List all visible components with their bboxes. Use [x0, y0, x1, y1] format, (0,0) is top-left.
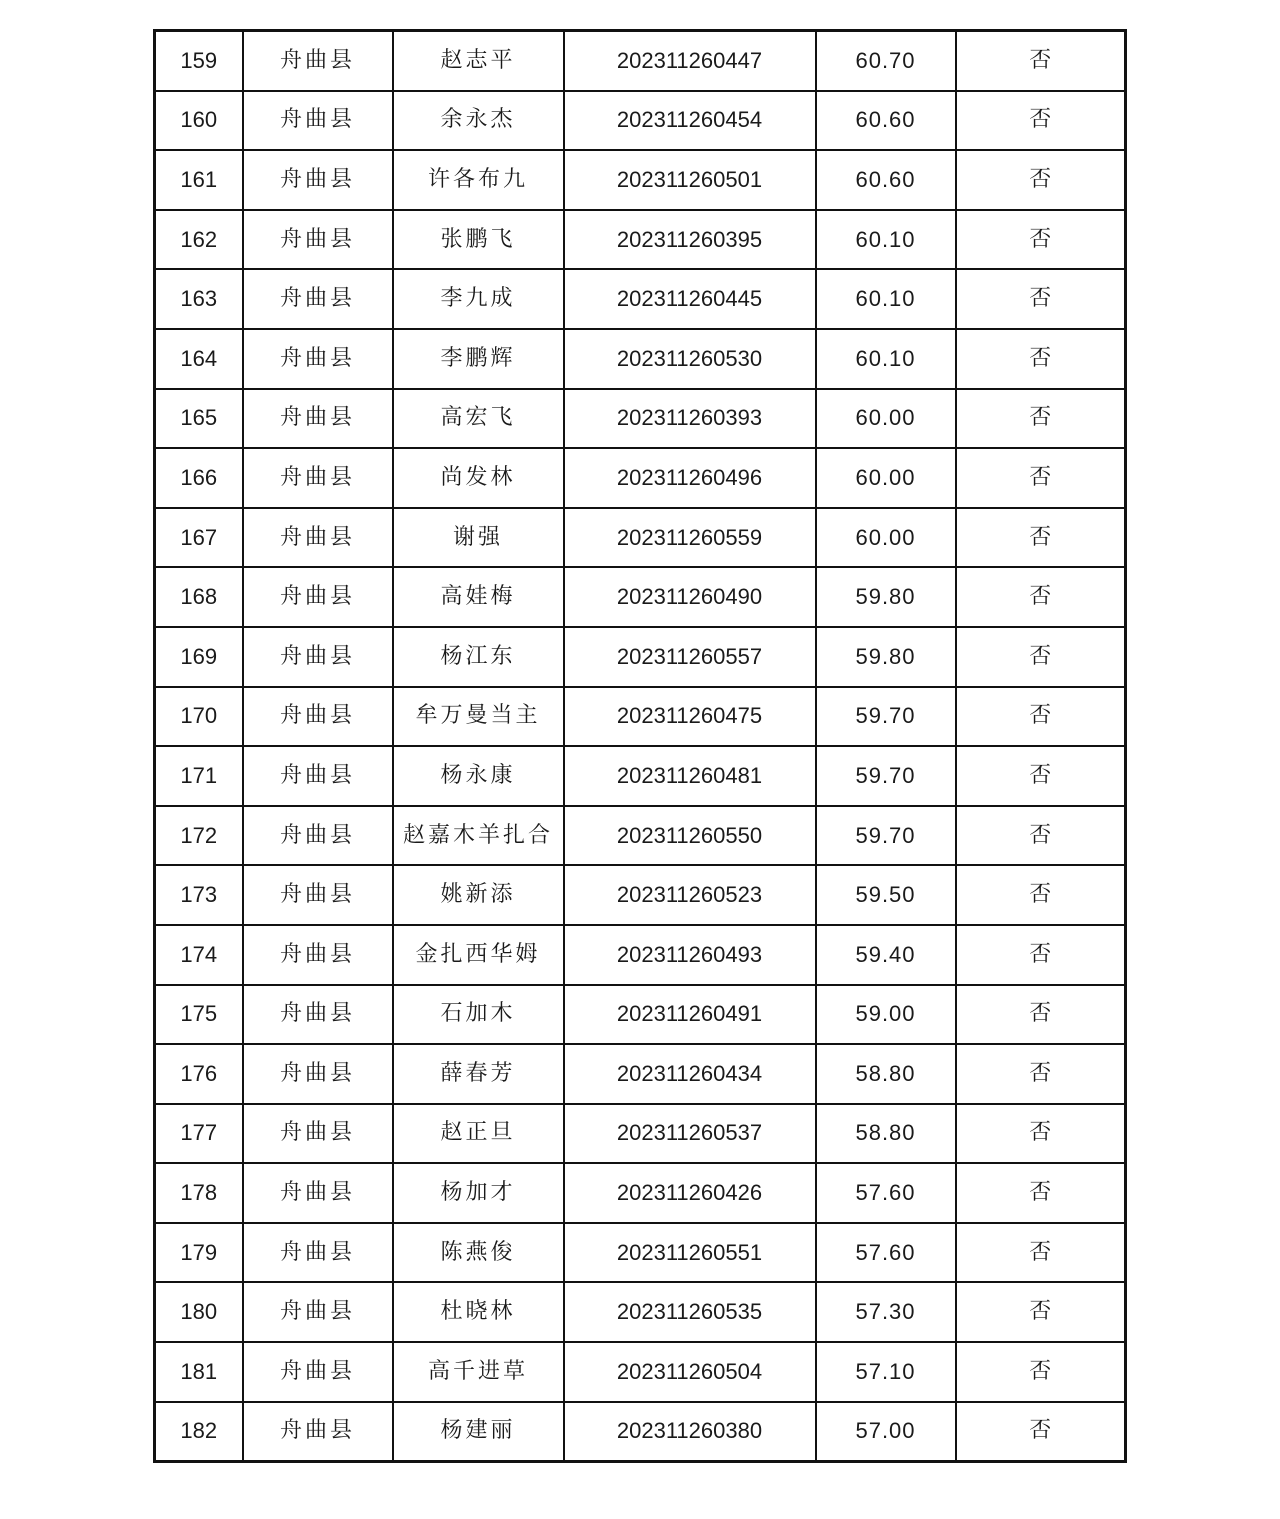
- table-row: [155, 627, 1126, 687]
- exam-id-cell: 202311260537: [564, 1104, 816, 1164]
- county-cell: 舟曲县: [243, 448, 393, 508]
- candidate-name-cell: 余永杰: [393, 91, 564, 151]
- county-cell: 舟曲县: [243, 865, 393, 925]
- candidate-name-cell: 石加木: [393, 985, 564, 1045]
- qualified-flag-cell: 否: [956, 1104, 1126, 1164]
- score-cell: 57.60: [816, 1163, 956, 1223]
- exam-id-cell: 202311260551: [564, 1223, 816, 1283]
- exam-id-cell: 202311260493: [564, 925, 816, 985]
- qualified-flag-cell: 否: [956, 1342, 1126, 1402]
- results-table-body: [155, 31, 1126, 1462]
- candidate-name-cell: 谢强: [393, 508, 564, 568]
- score-cell: 59.70: [816, 687, 956, 747]
- exam-id-cell: 202311260557: [564, 627, 816, 687]
- exam-id-cell: 202311260559: [564, 508, 816, 568]
- county-cell: 舟曲县: [243, 567, 393, 627]
- exam-id-cell: 202311260490: [564, 567, 816, 627]
- county-cell: 舟曲县: [243, 1044, 393, 1104]
- score-cell: 60.00: [816, 448, 956, 508]
- row-number-cell: 163: [155, 269, 243, 329]
- table-row: [155, 329, 1126, 389]
- row-number-cell: 176: [155, 1044, 243, 1104]
- score-cell: 57.10: [816, 1342, 956, 1402]
- score-cell: 60.10: [816, 269, 956, 329]
- exam-id-cell: 202311260454: [564, 91, 816, 151]
- row-number-cell: 164: [155, 329, 243, 389]
- county-cell: 舟曲县: [243, 329, 393, 389]
- county-cell: 舟曲县: [243, 389, 393, 449]
- candidate-name-cell: 赵嘉木羊扎合: [393, 806, 564, 866]
- table-row: [155, 865, 1126, 925]
- score-cell: 60.10: [816, 210, 956, 270]
- exam-id-cell: 202311260445: [564, 269, 816, 329]
- qualified-flag-cell: 否: [956, 985, 1126, 1045]
- qualified-flag-cell: 否: [956, 1044, 1126, 1104]
- score-cell: 58.80: [816, 1104, 956, 1164]
- county-cell: 舟曲县: [243, 269, 393, 329]
- candidate-name-cell: 姚新添: [393, 865, 564, 925]
- table-row: [155, 985, 1126, 1045]
- score-cell: 57.00: [816, 1402, 956, 1462]
- row-number-cell: 174: [155, 925, 243, 985]
- table-row: [155, 806, 1126, 866]
- table-row: [155, 687, 1126, 747]
- table-row: [155, 1223, 1126, 1283]
- exam-id-cell: 202311260447: [564, 31, 816, 91]
- row-number-cell: 172: [155, 806, 243, 866]
- table-row: [155, 1044, 1126, 1104]
- row-number-cell: 161: [155, 150, 243, 210]
- score-cell: 60.00: [816, 508, 956, 568]
- county-cell: 舟曲县: [243, 925, 393, 985]
- score-cell: 57.60: [816, 1223, 956, 1283]
- score-cell: 59.80: [816, 627, 956, 687]
- score-cell: 58.80: [816, 1044, 956, 1104]
- table-row: [155, 1402, 1126, 1462]
- county-cell: 舟曲县: [243, 746, 393, 806]
- score-cell: 60.10: [816, 329, 956, 389]
- table-row: [155, 1163, 1126, 1223]
- candidate-name-cell: 薛春芳: [393, 1044, 564, 1104]
- qualified-flag-cell: 否: [956, 389, 1126, 449]
- table-row: [155, 31, 1126, 91]
- county-cell: 舟曲县: [243, 31, 393, 91]
- table-row: [155, 746, 1126, 806]
- qualified-flag-cell: 否: [956, 91, 1126, 151]
- row-number-cell: 166: [155, 448, 243, 508]
- exam-id-cell: 202311260530: [564, 329, 816, 389]
- score-cell: 59.50: [816, 865, 956, 925]
- candidate-name-cell: 杜晓林: [393, 1282, 564, 1342]
- qualified-flag-cell: 否: [956, 865, 1126, 925]
- county-cell: 舟曲县: [243, 985, 393, 1045]
- row-number-cell: 181: [155, 1342, 243, 1402]
- qualified-flag-cell: 否: [956, 925, 1126, 985]
- row-number-cell: 173: [155, 865, 243, 925]
- exam-id-cell: 202311260535: [564, 1282, 816, 1342]
- score-cell: 59.00: [816, 985, 956, 1045]
- exam-id-cell: 202311260475: [564, 687, 816, 747]
- candidate-name-cell: 高千进草: [393, 1342, 564, 1402]
- table-row: [155, 150, 1126, 210]
- qualified-flag-cell: 否: [956, 567, 1126, 627]
- score-cell: 59.70: [816, 746, 956, 806]
- qualified-flag-cell: 否: [956, 508, 1126, 568]
- county-cell: 舟曲县: [243, 627, 393, 687]
- table-row: [155, 925, 1126, 985]
- candidate-name-cell: 赵志平: [393, 31, 564, 91]
- table-row: [155, 567, 1126, 627]
- row-number-cell: 167: [155, 508, 243, 568]
- score-cell: 59.40: [816, 925, 956, 985]
- row-number-cell: 179: [155, 1223, 243, 1283]
- row-number-cell: 160: [155, 91, 243, 151]
- county-cell: 舟曲县: [243, 1104, 393, 1164]
- candidate-name-cell: 杨加才: [393, 1163, 564, 1223]
- exam-id-cell: 202311260426: [564, 1163, 816, 1223]
- table-row: [155, 91, 1126, 151]
- county-cell: 舟曲县: [243, 806, 393, 866]
- qualified-flag-cell: 否: [956, 31, 1126, 91]
- exam-id-cell: 202311260504: [564, 1342, 816, 1402]
- candidate-name-cell: 杨江东: [393, 627, 564, 687]
- score-cell: 60.00: [816, 389, 956, 449]
- table-row: [155, 1104, 1126, 1164]
- row-number-cell: 165: [155, 389, 243, 449]
- row-number-cell: 168: [155, 567, 243, 627]
- candidate-name-cell: 李九成: [393, 269, 564, 329]
- qualified-flag-cell: 否: [956, 1402, 1126, 1462]
- exam-id-cell: 202311260395: [564, 210, 816, 270]
- exam-id-cell: 202311260393: [564, 389, 816, 449]
- candidate-name-cell: 牟万曼当主: [393, 687, 564, 747]
- score-cell: 60.70: [816, 31, 956, 91]
- exam-id-cell: 202311260550: [564, 806, 816, 866]
- candidate-name-cell: 尚发林: [393, 448, 564, 508]
- county-cell: 舟曲县: [243, 210, 393, 270]
- score-cell: 60.60: [816, 150, 956, 210]
- qualified-flag-cell: 否: [956, 1163, 1126, 1223]
- qualified-flag-cell: 否: [956, 448, 1126, 508]
- county-cell: 舟曲县: [243, 687, 393, 747]
- table-row: [155, 210, 1126, 270]
- row-number-cell: 180: [155, 1282, 243, 1342]
- exam-id-cell: 202311260491: [564, 985, 816, 1045]
- candidate-name-cell: 杨建丽: [393, 1402, 564, 1462]
- qualified-flag-cell: 否: [956, 329, 1126, 389]
- qualified-flag-cell: 否: [956, 687, 1126, 747]
- row-number-cell: 175: [155, 985, 243, 1045]
- row-number-cell: 159: [155, 31, 243, 91]
- qualified-flag-cell: 否: [956, 746, 1126, 806]
- table-row: [155, 389, 1126, 449]
- candidate-name-cell: 杨永康: [393, 746, 564, 806]
- exam-id-cell: 202311260380: [564, 1402, 816, 1462]
- county-cell: 舟曲县: [243, 150, 393, 210]
- exam-id-cell: 202311260496: [564, 448, 816, 508]
- score-cell: 57.30: [816, 1282, 956, 1342]
- row-number-cell: 182: [155, 1402, 243, 1462]
- table-row: [155, 508, 1126, 568]
- county-cell: 舟曲县: [243, 508, 393, 568]
- score-cell: 59.70: [816, 806, 956, 866]
- qualified-flag-cell: 否: [956, 210, 1126, 270]
- county-cell: 舟曲县: [243, 1163, 393, 1223]
- candidate-name-cell: 赵正旦: [393, 1104, 564, 1164]
- row-number-cell: 178: [155, 1163, 243, 1223]
- table-row: [155, 1342, 1126, 1402]
- score-cell: 60.60: [816, 91, 956, 151]
- qualified-flag-cell: 否: [956, 150, 1126, 210]
- exam-id-cell: 202311260501: [564, 150, 816, 210]
- candidate-name-cell: 金扎西华姆: [393, 925, 564, 985]
- candidate-name-cell: 陈燕俊: [393, 1223, 564, 1283]
- candidate-name-cell: 李鹏辉: [393, 329, 564, 389]
- table-row: [155, 269, 1126, 329]
- row-number-cell: 171: [155, 746, 243, 806]
- candidate-name-cell: 张鹏飞: [393, 210, 564, 270]
- results-table: [153, 29, 1127, 1463]
- row-number-cell: 169: [155, 627, 243, 687]
- qualified-flag-cell: 否: [956, 806, 1126, 866]
- county-cell: 舟曲县: [243, 1223, 393, 1283]
- county-cell: 舟曲县: [243, 1402, 393, 1462]
- score-cell: 59.80: [816, 567, 956, 627]
- row-number-cell: 170: [155, 687, 243, 747]
- table-row: [155, 448, 1126, 508]
- candidate-name-cell: 高宏飞: [393, 389, 564, 449]
- county-cell: 舟曲县: [243, 91, 393, 151]
- county-cell: 舟曲县: [243, 1342, 393, 1402]
- table-row: [155, 1282, 1126, 1342]
- county-cell: 舟曲县: [243, 1282, 393, 1342]
- qualified-flag-cell: 否: [956, 269, 1126, 329]
- candidate-name-cell: 许各布九: [393, 150, 564, 210]
- row-number-cell: 162: [155, 210, 243, 270]
- qualified-flag-cell: 否: [956, 1282, 1126, 1342]
- exam-id-cell: 202311260434: [564, 1044, 816, 1104]
- exam-id-cell: 202311260481: [564, 746, 816, 806]
- row-number-cell: 177: [155, 1104, 243, 1164]
- exam-id-cell: 202311260523: [564, 865, 816, 925]
- qualified-flag-cell: 否: [956, 1223, 1126, 1283]
- qualified-flag-cell: 否: [956, 627, 1126, 687]
- candidate-name-cell: 高娃梅: [393, 567, 564, 627]
